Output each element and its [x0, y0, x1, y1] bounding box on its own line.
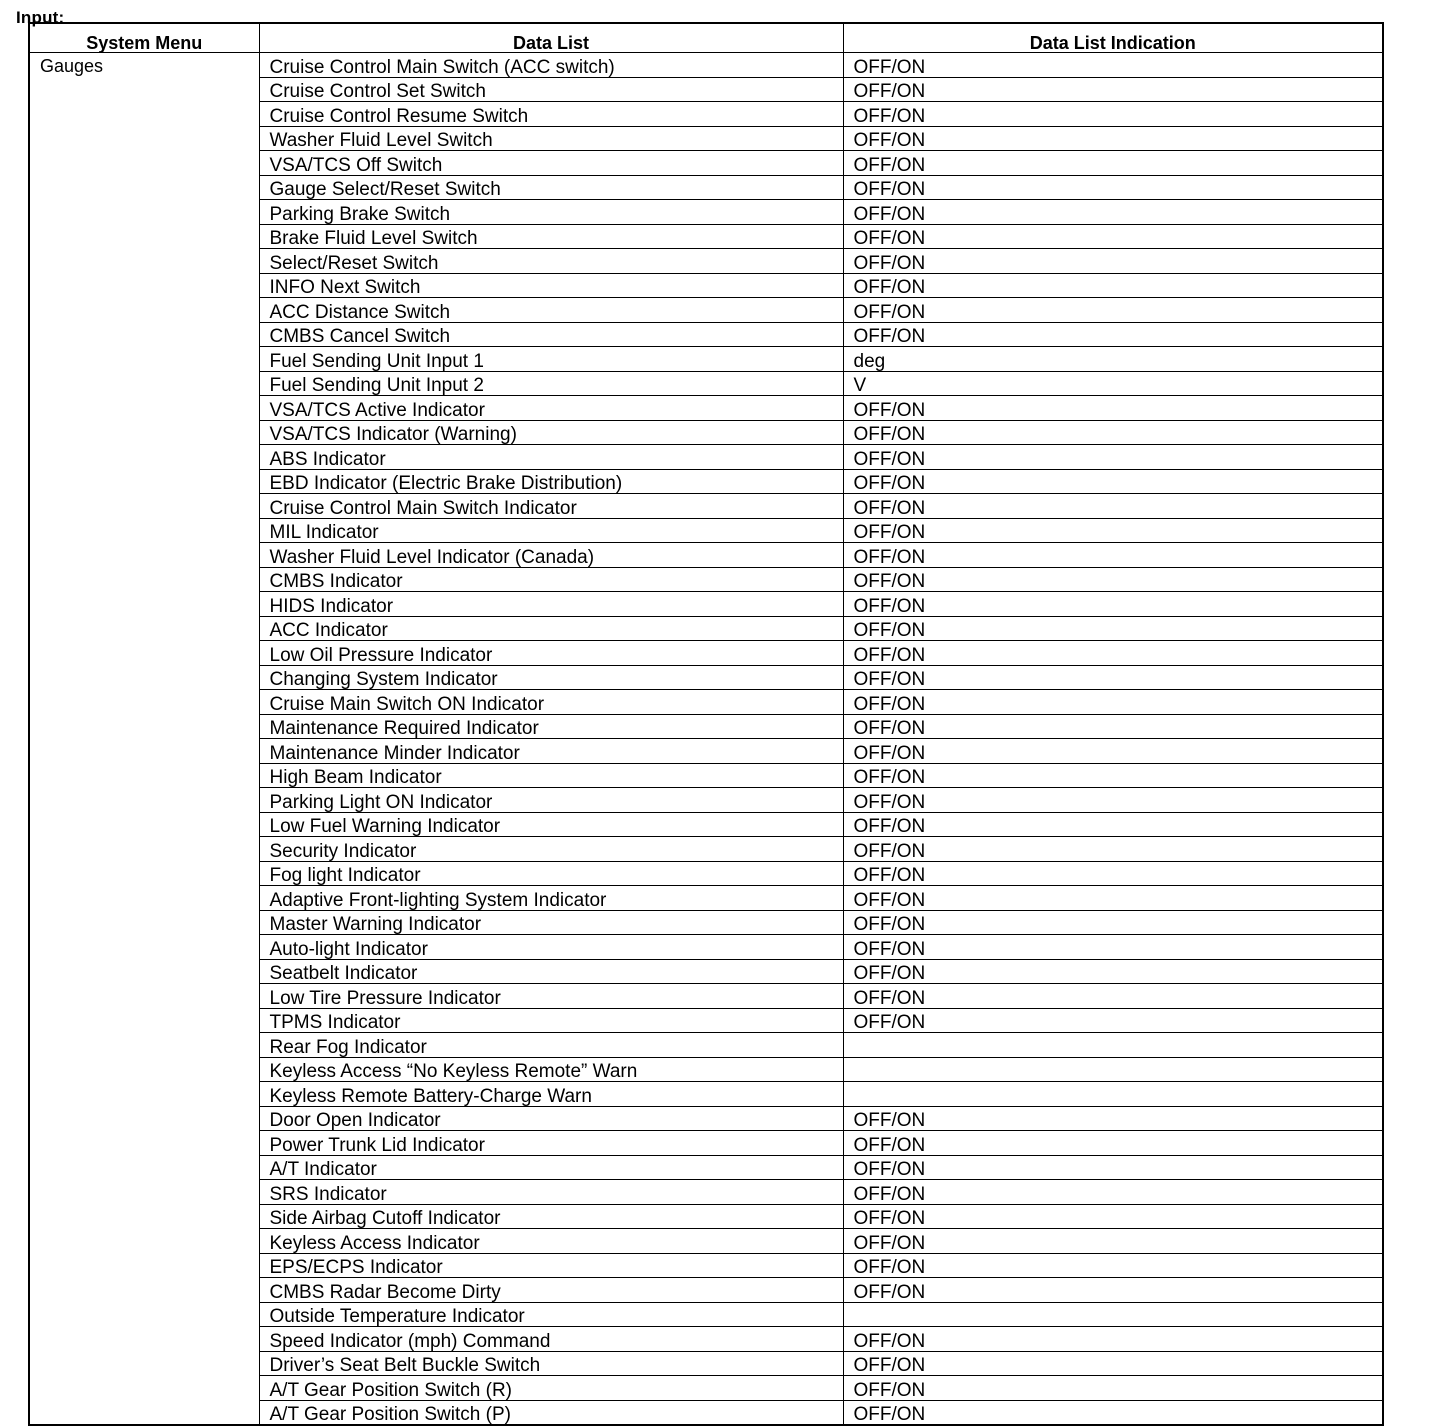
indication-value: V [843, 371, 1383, 396]
data-list-item: Gauge Select/Reset Switch [259, 175, 843, 200]
indication-value: OFF/ON [843, 224, 1383, 249]
data-list-item: SRS Indicator [259, 1180, 843, 1205]
indication-value: OFF/ON [843, 592, 1383, 617]
system-menu-cell: Gauges [29, 53, 259, 1426]
indication-value: OFF/ON [843, 200, 1383, 225]
data-list-item: HIDS Indicator [259, 592, 843, 617]
indication-value: OFF/ON [843, 984, 1383, 1009]
indication-value: OFF/ON [843, 1400, 1383, 1425]
data-list-item: Auto-light Indicator [259, 935, 843, 960]
indication-value: OFF/ON [843, 175, 1383, 200]
data-list-item: VSA/TCS Active Indicator [259, 396, 843, 421]
indication-value: OFF/ON [843, 616, 1383, 641]
data-list-item: Maintenance Required Indicator [259, 714, 843, 739]
data-list-item: Cruise Control Main Switch (ACC switch) [259, 53, 843, 78]
data-list-item: Master Warning Indicator [259, 910, 843, 935]
data-list-item: ACC Distance Switch [259, 298, 843, 323]
data-list-item: Cruise Control Resume Switch [259, 102, 843, 127]
data-list-item: Parking Brake Switch [259, 200, 843, 225]
indication-value: OFF/ON [843, 812, 1383, 837]
indication-value: OFF/ON [843, 665, 1383, 690]
indication-value: OFF/ON [843, 1229, 1383, 1254]
indication-value: OFF/ON [843, 1278, 1383, 1303]
indication-value [843, 1082, 1383, 1107]
data-list-item: Changing System Indicator [259, 665, 843, 690]
indication-value: OFF/ON [843, 861, 1383, 886]
data-list-item: Fog light Indicator [259, 861, 843, 886]
header-data-list: Data List [259, 23, 843, 53]
data-list-item: CMBS Radar Become Dirty [259, 1278, 843, 1303]
table-body [29, 53, 1383, 1426]
data-list-item: EPS/ECPS Indicator [259, 1253, 843, 1278]
data-list-item: Low Tire Pressure Indicator [259, 984, 843, 1009]
indication-value: OFF/ON [843, 273, 1383, 298]
data-list-item: Parking Light ON Indicator [259, 788, 843, 813]
data-list-item: Seatbelt Indicator [259, 959, 843, 984]
indication-value: OFF/ON [843, 714, 1383, 739]
data-list-item: Maintenance Minder Indicator [259, 739, 843, 764]
indication-value: OFF/ON [843, 151, 1383, 176]
indication-value: deg [843, 347, 1383, 372]
header-row [29, 23, 1383, 53]
data-list-item: Driver’s Seat Belt Buckle Switch [259, 1351, 843, 1376]
indication-value: OFF/ON [843, 102, 1383, 127]
data-list-item: CMBS Indicator [259, 567, 843, 592]
indication-value: OFF/ON [843, 910, 1383, 935]
indication-value: OFF/ON [843, 763, 1383, 788]
indication-value: OFF/ON [843, 1376, 1383, 1401]
indication-value: OFF/ON [843, 788, 1383, 813]
indication-value: OFF/ON [843, 494, 1383, 519]
data-list-item: Outside Temperature Indicator [259, 1302, 843, 1327]
indication-value: OFF/ON [843, 469, 1383, 494]
indication-value: OFF/ON [843, 53, 1383, 78]
data-list-item: Select/Reset Switch [259, 249, 843, 274]
data-list-item: Keyless Access Indicator [259, 1229, 843, 1254]
indication-value: OFF/ON [843, 1131, 1383, 1156]
indication-value: OFF/ON [843, 935, 1383, 960]
page-label: Input: [16, 8, 65, 27]
data-list-table [28, 22, 1384, 1426]
indication-value: OFF/ON [843, 1008, 1383, 1033]
indication-value: OFF/ON [843, 322, 1383, 347]
indication-value: OFF/ON [843, 567, 1383, 592]
data-list-item: Security Indicator [259, 837, 843, 862]
data-list-item: Low Oil Pressure Indicator [259, 641, 843, 666]
data-list-item: VSA/TCS Indicator (Warning) [259, 420, 843, 445]
indication-value: OFF/ON [843, 1180, 1383, 1205]
indication-value [843, 1057, 1383, 1082]
indication-value: OFF/ON [843, 959, 1383, 984]
data-list-item: Cruise Control Main Switch Indicator [259, 494, 843, 519]
data-list-item: Rear Fog Indicator [259, 1033, 843, 1058]
data-list-item: EBD Indicator (Electric Brake Distribution) [259, 469, 843, 494]
indication-value: OFF/ON [843, 690, 1383, 715]
indication-value: OFF/ON [843, 445, 1383, 470]
data-list-item: Side Airbag Cutoff Indicator [259, 1204, 843, 1229]
data-list-item: Low Fuel Warning Indicator [259, 812, 843, 837]
data-list-item: VSA/TCS Off Switch [259, 151, 843, 176]
indication-value: OFF/ON [843, 420, 1383, 445]
data-list-item: CMBS Cancel Switch [259, 322, 843, 347]
data-list-item: Brake Fluid Level Switch [259, 224, 843, 249]
indication-value: OFF/ON [843, 249, 1383, 274]
header-system-menu: System Menu [29, 23, 259, 53]
indication-value: OFF/ON [843, 543, 1383, 568]
data-list-item: High Beam Indicator [259, 763, 843, 788]
data-list-item: INFO Next Switch [259, 273, 843, 298]
indication-value [843, 1302, 1383, 1327]
header-indication: Data List Indication [843, 23, 1383, 53]
indication-value: OFF/ON [843, 1155, 1383, 1180]
data-list-item: ABS Indicator [259, 445, 843, 470]
indication-value: OFF/ON [843, 298, 1383, 323]
data-list-item: Washer Fluid Level Indicator (Canada) [259, 543, 843, 568]
data-list-item: Fuel Sending Unit Input 2 [259, 371, 843, 396]
indication-value: OFF/ON [843, 1253, 1383, 1278]
indication-value: OFF/ON [843, 886, 1383, 911]
data-list-item: Keyless Access “No Keyless Remote” Warn [259, 1057, 843, 1082]
indication-value [843, 1033, 1383, 1058]
data-list-item: A/T Indicator [259, 1155, 843, 1180]
indication-value: OFF/ON [843, 1351, 1383, 1376]
data-list-item: MIL Indicator [259, 518, 843, 543]
indication-value: OFF/ON [843, 518, 1383, 543]
data-list-item: Fuel Sending Unit Input 1 [259, 347, 843, 372]
data-list-item: Adaptive Front-lighting System Indicator [259, 886, 843, 911]
indication-value: OFF/ON [843, 1106, 1383, 1131]
data-list-item: Cruise Main Switch ON Indicator [259, 690, 843, 715]
indication-value: OFF/ON [843, 837, 1383, 862]
indication-value: OFF/ON [843, 739, 1383, 764]
data-list-item: Cruise Control Set Switch [259, 77, 843, 102]
data-list-item: Speed Indicator (mph) Command [259, 1327, 843, 1352]
data-list-item: A/T Gear Position Switch (R) [259, 1376, 843, 1401]
data-list-item: Power Trunk Lid Indicator [259, 1131, 843, 1156]
data-list-item: TPMS Indicator [259, 1008, 843, 1033]
indication-value: OFF/ON [843, 1327, 1383, 1352]
indication-value: OFF/ON [843, 77, 1383, 102]
data-list-item: A/T Gear Position Switch (P) [259, 1400, 843, 1425]
indication-value: OFF/ON [843, 396, 1383, 421]
data-list-item: ACC Indicator [259, 616, 843, 641]
table-row [29, 53, 1383, 78]
indication-value: OFF/ON [843, 641, 1383, 666]
data-list-item: Washer Fluid Level Switch [259, 126, 843, 151]
data-list-item: Door Open Indicator [259, 1106, 843, 1131]
data-list-item: Keyless Remote Battery-Charge Warn [259, 1082, 843, 1107]
indication-value: OFF/ON [843, 1204, 1383, 1229]
indication-value: OFF/ON [843, 126, 1383, 151]
